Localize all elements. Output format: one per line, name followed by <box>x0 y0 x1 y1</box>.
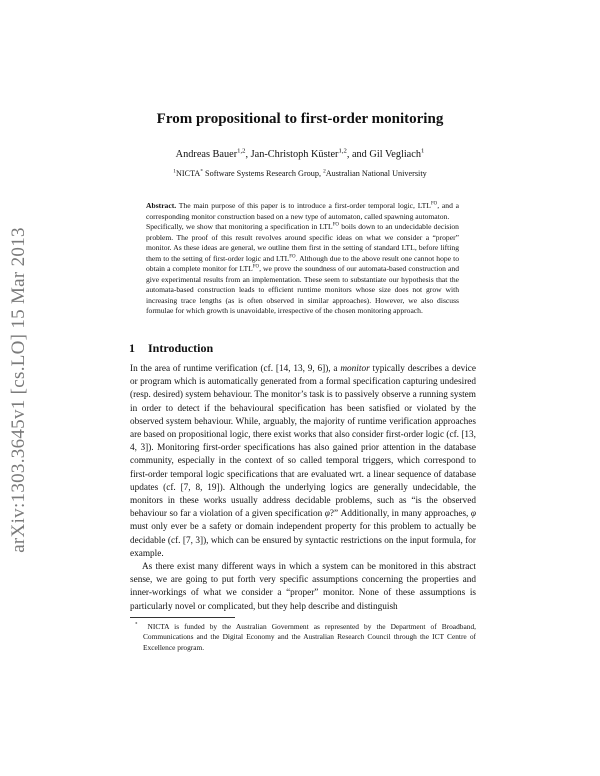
math-symbol: φ <box>324 509 330 520</box>
author-name: , Jan-Christoph Küster <box>245 149 339 160</box>
footnote <box>130 622 476 653</box>
footnote-rule <box>130 617 235 618</box>
author-name: , and Gil Vegliach <box>346 149 421 160</box>
section-heading <box>129 341 213 356</box>
paper-title: From propositional to first-order monitoring <box>156 111 444 127</box>
abstract-text: boils down to an undecidable decision problem. The proof of this result revolves around specific ideas on what we consider a “proper” monitor. As these ideas are general, we outline them first in the setting of standard LTL, before lifting them to the setting of first-order logic and LTL <box>146 222 459 263</box>
affil-text: Software Systems Research Group, <box>203 169 324 178</box>
abstract-paragraph <box>146 201 459 222</box>
abstract-text: . Although due to the above result one cannot hope to obtain a complete monitor for LTL <box>146 253 459 274</box>
affil-mark: 2 <box>323 168 326 175</box>
body-text <box>130 363 476 614</box>
author-affil-mark: 1,2 <box>237 147 246 155</box>
abstract <box>146 201 459 317</box>
abstract-paragraph <box>146 222 459 317</box>
footnote-body: NICTA is funded by the Australian Government as represented by the Department of Broadband, Communications and the Digital Economy and the Australian Research Council through the ICT Centre of Excellence program. <box>143 622 476 652</box>
section-title: Introduction <box>148 341 214 355</box>
footnote-mark: * <box>200 168 203 175</box>
abstract-text: , and a corresponding monitor construction based on a new type of automaton, called spawning automaton. <box>146 201 460 221</box>
affil-mark: 1 <box>173 168 176 175</box>
body-text-run: ?” Additionally, in many approaches, <box>329 509 471 520</box>
arxiv-side-identifier <box>4 200 34 580</box>
emphasis: monitor <box>340 364 370 374</box>
superscript: FO <box>332 222 339 228</box>
math-symbol: φ <box>470 509 477 520</box>
body-text-run: In the area of runtime verification (cf. [14, 13, 9, 6]), a <box>130 364 341 374</box>
footnote-text <box>130 622 476 653</box>
body-text-run: typically describes a device or program which is automatically generated from a formal specification capturing undesired (resp. desired) system behaviour. The monitor’s task is to passively observe a running system in order to detect if the behavioural specification has been satisfied or violated by the observed system behaviour. While, arguably, the majority of runtime verification approaches are based on propositional logic, there exist works that also consider first-order logic (cf. [13, 4, 3]). Monitoring first-order specifications has also gained prior attention in the database community, especially in the context of so called temporal triggers, which correspond to first-order temporal logic specifications that are evaluated wrt. a linear sequence of database updates (cf. [7, 8, 19]). Although the underlying logics are generally undecidable, the monitors in these works usually address decidable problems, such as “is the observed behaviour so far a violation of a given specification <box>130 364 477 520</box>
body-text-run: must only ever be a safety or domain independent property for this problem to actually be decidable (cf. [7, 3]), which can be ensured by syntactic restrictions on the input formula, for example. <box>130 522 476 559</box>
superscript: FO <box>289 254 296 260</box>
footnote-mark: * <box>135 622 138 628</box>
affil-text: NICTA <box>175 169 201 178</box>
abstract-text: , we prove the soundness of our automata-based construction and give experimental results from an implementation. These seem to substantiate our hypothesis that the automata-based construction leads to efficient runtime monitors whose size does not grow with increasing trace lengths (as is often observed in similar approaches). However, we also discuss formulae for which growth is unavoidable, irrespective of the chosen monitoring approach. <box>146 264 459 316</box>
superscript: FO <box>430 201 438 207</box>
author-list <box>0 149 600 160</box>
author-affil-mark: 1,2 <box>338 147 347 155</box>
author-name: Andreas Bauer <box>175 149 238 160</box>
arxiv-id-text: arXiv:1303.3645v1 [cs.LO] 15 Mar 2013 <box>8 227 29 553</box>
author-affil-mark: 1 <box>420 147 425 155</box>
affiliations <box>0 169 600 178</box>
abstract-label: Abstract. <box>146 201 177 210</box>
body-paragraph <box>130 363 476 561</box>
superscript: FO <box>252 264 260 270</box>
affil-text: Australian National University <box>325 169 427 178</box>
section-number: 1 <box>129 341 135 355</box>
abstract-text: The main purpose of this paper is to introduce a first-order temporal logic, LTL <box>176 201 431 210</box>
body-paragraph: As there exist many different ways in which a system can be monitored in this abstract sense, we are going to put forth very specific assumptions concerning the properties and inner-workings of what we consider a “proper” monitor. None of these assumptions is particularly novel or complicated, but they help describe and distinguish <box>130 562 476 612</box>
abstract-text: Specifically, we show that monitoring a specification in LTL <box>146 222 333 232</box>
